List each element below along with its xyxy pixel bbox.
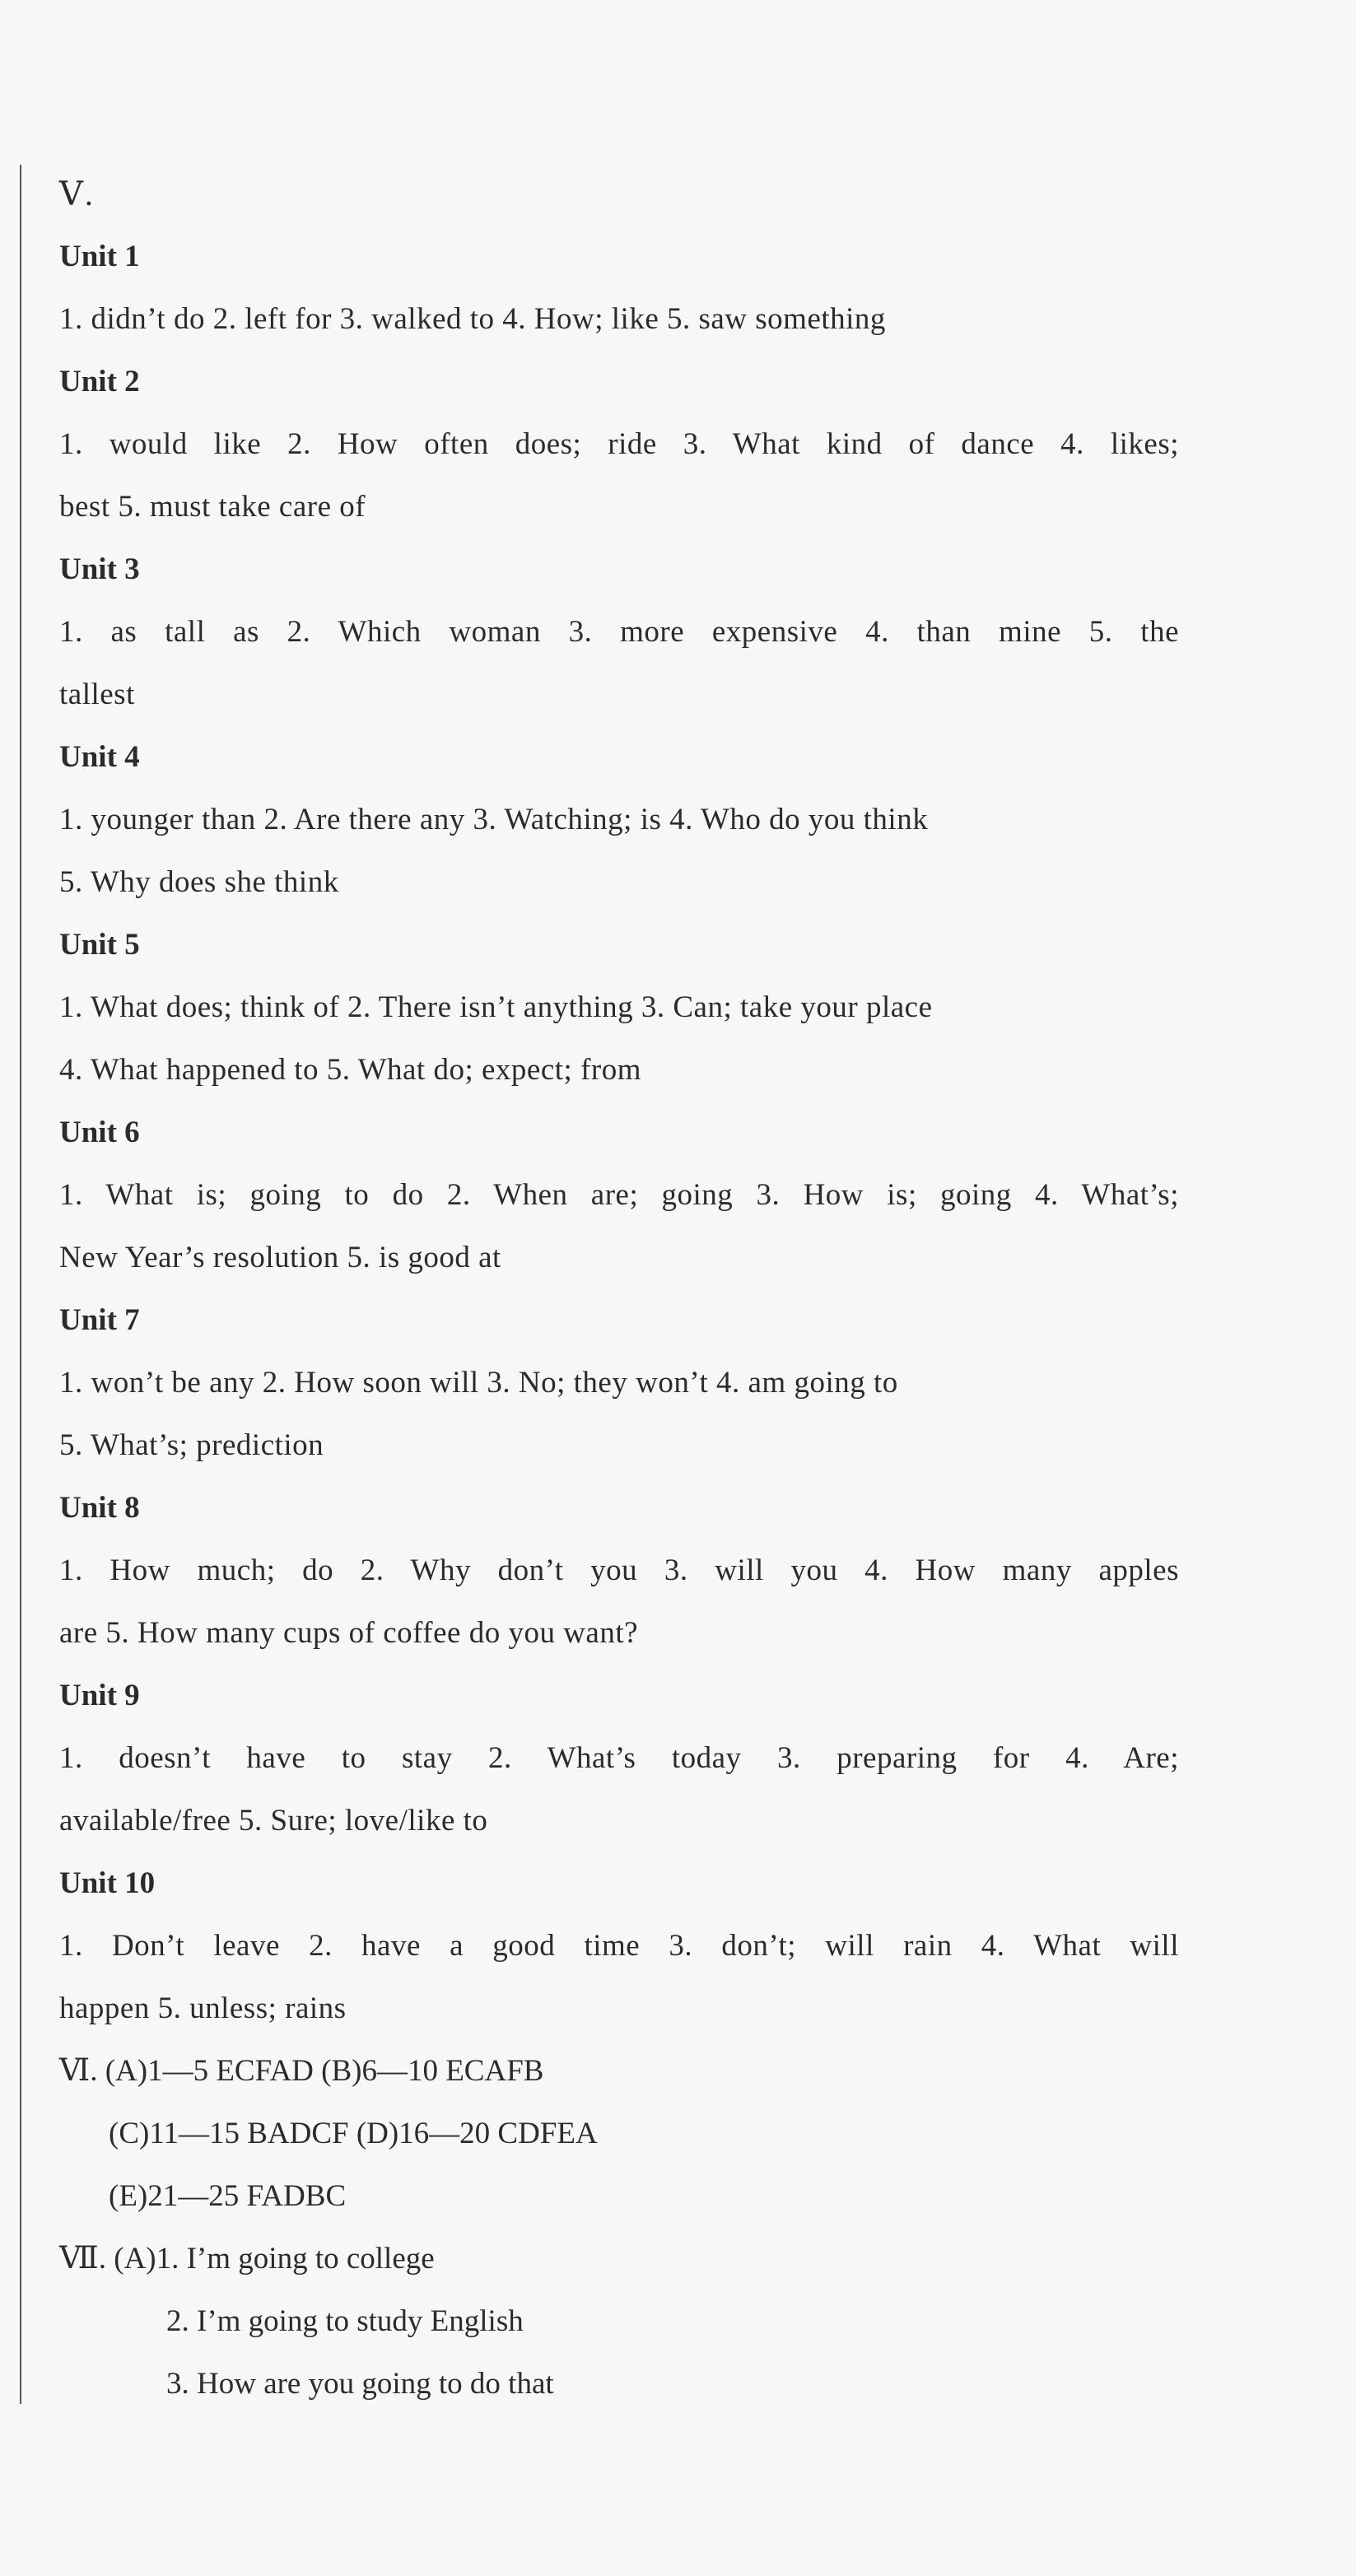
unit-heading: Unit 5 bbox=[59, 928, 140, 962]
answer-line: 1. What is; going to do 2. When are; going 3. How is; going 4. What’s; bbox=[59, 1178, 1179, 1212]
answer-line: 4. What happened to 5. What do; expect; from bbox=[59, 1053, 641, 1087]
answer-line: 5. What’s; prediction bbox=[59, 1428, 324, 1462]
answer-line: 5. Why does she think bbox=[59, 865, 339, 899]
section-vi-line: Ⅵ. (A)1—5 ECFAD (B)6—10 ECAFB bbox=[59, 2054, 544, 2088]
answer-line: 1. would like 2. How often does; ride 3. What kind of dance 4. likes; bbox=[59, 427, 1179, 461]
unit-heading: Unit 6 bbox=[59, 1116, 140, 1149]
answer-line: 1. as tall as 2. Which woman 3. more expensive 4. than mine 5. the bbox=[59, 615, 1179, 649]
left-margin-rule bbox=[20, 165, 21, 2404]
answer-line: 1. won’t be any 2. How soon will 3. No; they won’t 4. am going to bbox=[59, 1366, 898, 1400]
section-vi-line: (E)21—25 FADBC bbox=[109, 2179, 347, 2213]
unit-heading: Unit 7 bbox=[59, 1303, 140, 1337]
answer-line: are 5. How many cups of coffee do you want? bbox=[59, 1616, 639, 1650]
section-vi-line: (C)11—15 BADCF (D)16—20 CDFEA bbox=[109, 2117, 598, 2150]
unit-heading: Unit 2 bbox=[59, 365, 140, 398]
answer-line: available/free 5. Sure; love/like to bbox=[59, 1804, 488, 1838]
answer-line: 1. doesn’t have to stay 2. What’s today 3. preparing for 4. Are; bbox=[59, 1741, 1179, 1775]
answer-line: 1. Don’t leave 2. have a good time 3. don’t; will rain 4. What will bbox=[59, 1929, 1179, 1963]
answer-line: 1. How much; do 2. Why don’t you 3. will you 4. How many apples bbox=[59, 1554, 1179, 1587]
answer-line: New Year’s resolution 5. is good at bbox=[59, 1241, 501, 1274]
answer-line: 1. What does; think of 2. There isn’t anything 3. Can; take your place bbox=[59, 990, 933, 1024]
unit-heading: Unit 8 bbox=[59, 1491, 140, 1525]
unit-heading: Unit 10 bbox=[59, 1866, 156, 1900]
section-vii-line: 3. How are you going to do that bbox=[166, 2367, 554, 2401]
unit-heading: Unit 3 bbox=[59, 552, 140, 586]
section-vii-line: Ⅶ. (A)1. I’m going to college bbox=[59, 2242, 435, 2276]
unit-heading: Unit 1 bbox=[59, 240, 140, 273]
answer-line: best 5. must take care of bbox=[59, 490, 366, 524]
answer-line: 1. didn’t do 2. left for 3. walked to 4. How; like 5. saw something bbox=[59, 302, 886, 336]
section-vii-line: 2. I’m going to study English bbox=[166, 2304, 524, 2338]
unit-heading: Unit 4 bbox=[59, 740, 140, 774]
section-v-label: Ⅴ. bbox=[59, 175, 95, 212]
answer-line: 1. younger than 2. Are there any 3. Watching; is 4. Who do you think bbox=[59, 803, 929, 836]
answer-line: happen 5. unless; rains bbox=[59, 1991, 347, 2025]
answer-key bbox=[59, 170, 1179, 2422]
unit-heading: Unit 9 bbox=[59, 1679, 140, 1712]
answer-line: tallest bbox=[59, 678, 135, 711]
